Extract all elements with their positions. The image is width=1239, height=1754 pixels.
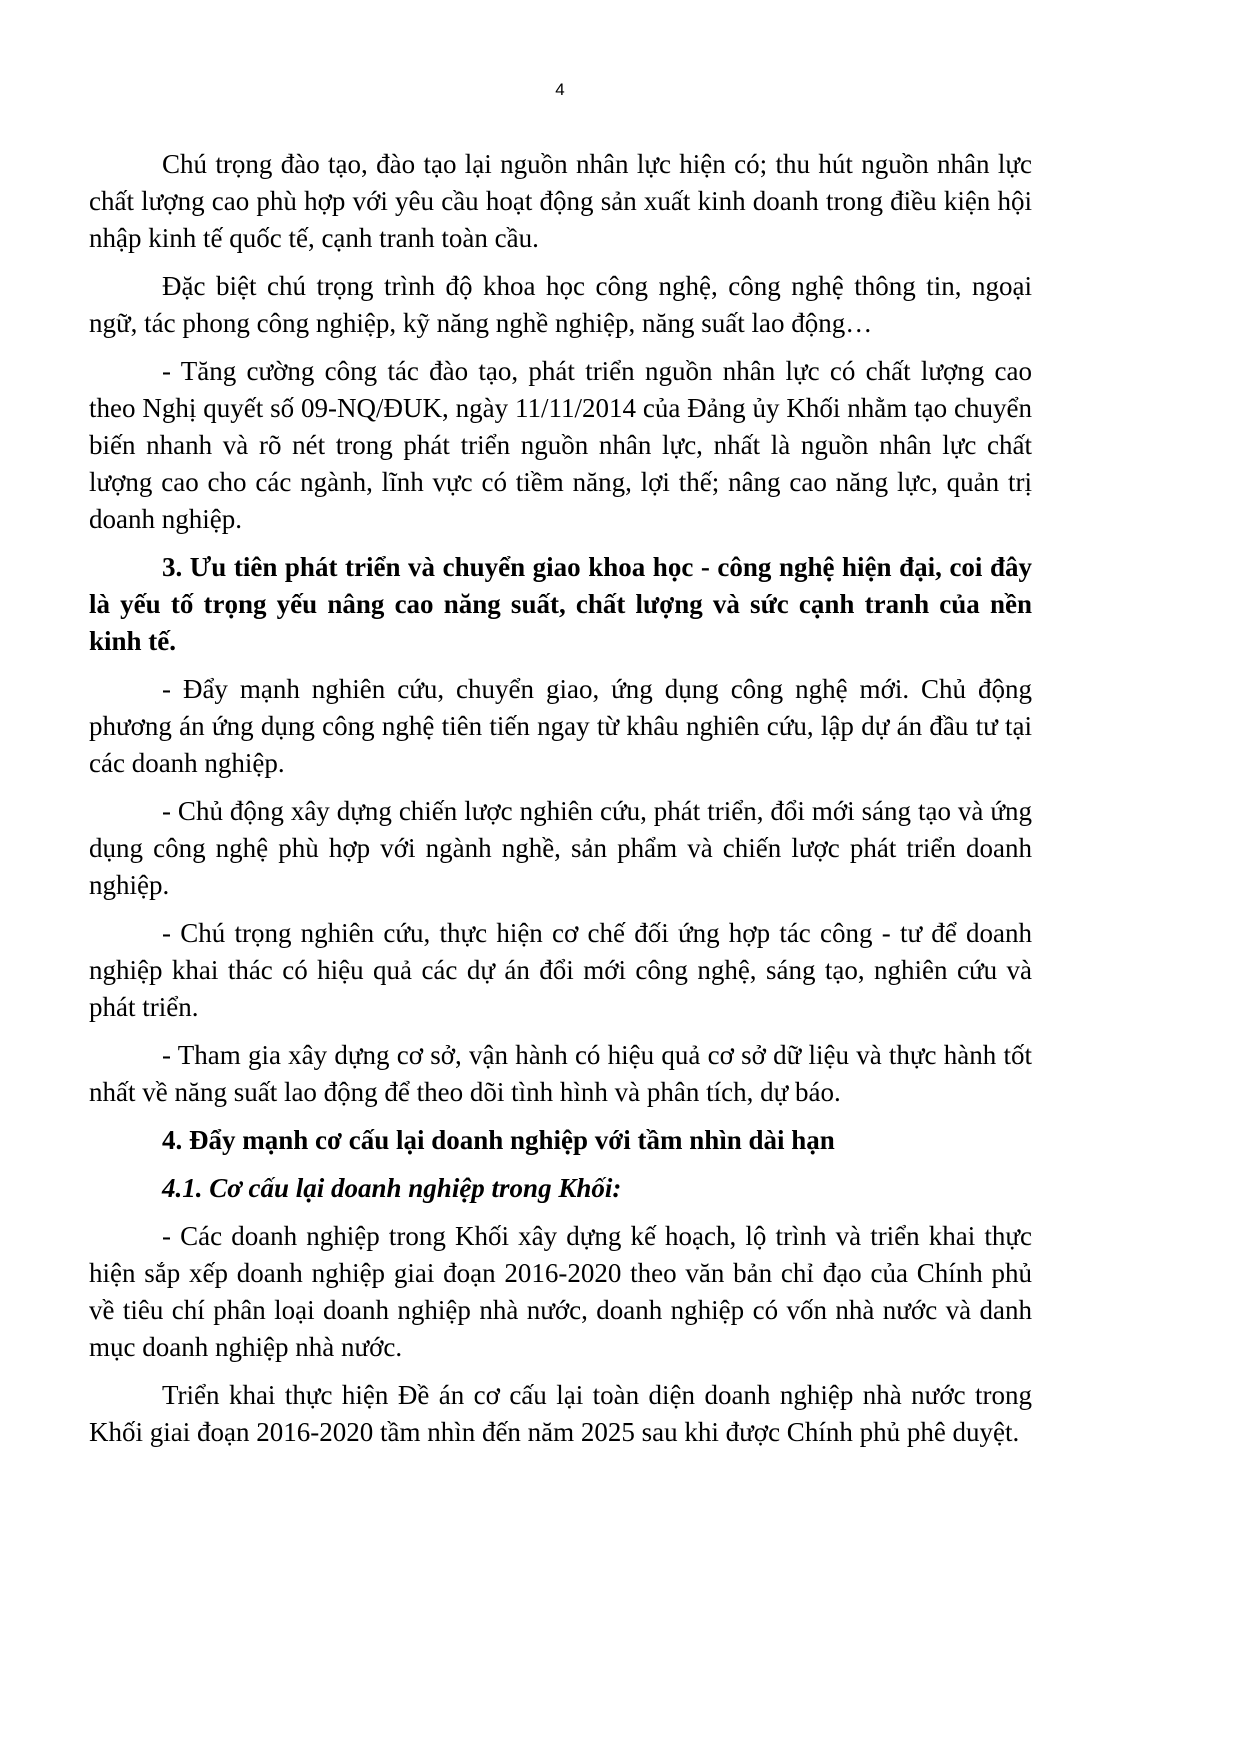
paragraph: - Tăng cường công tác đào tạo, phát triển nguồn nhân lực có chất lượng cao theo Nghị quyết số 09-NQ/ĐUK, ngày 11/11/2014 của Đảng ủy Khối nhằm tạo chuyển biến nhanh và rõ nét trong phát triển nguồn nhân lực, nhất là nguồn nhân lực chất lượng cao cho các ngành, lĩnh vực có tiềm năng, lợi thế; nâng cao năng lực, quản trị doanh nghiệp.: [89, 356, 1032, 534]
paragraph: Triển khai thực hiện Đề án cơ cấu lại toàn diện doanh nghiệp nhà nước trong Khối giai đoạn 2016-2020 tầm nhìn đến năm 2025 sau khi được Chính phủ phê duyệt.: [89, 1380, 1032, 1447]
paragraph: Chú trọng đào tạo, đào tạo lại nguồn nhân lực hiện có; thu hút nguồn nhân lực chất lượng cao phù hợp với yêu cầu hoạt động sản xuất kinh doanh trong điều kiện hội nhập kinh tế quốc tế, cạnh tranh toàn cầu.: [89, 149, 1032, 253]
paragraph: - Các doanh nghiệp trong Khối xây dựng kế hoạch, lộ trình và triển khai thực hiện sắp xếp doanh nghiệp giai đoạn 2016-2020 theo văn bản chỉ đạo của Chính phủ về tiêu chí phân loại doanh nghiệp nhà nước, doanh nghiệp có vốn nhà nước và danh mục doanh nghiệp nhà nước.: [89, 1221, 1032, 1362]
subsection-heading-4-1: 4.1. Cơ cấu lại doanh nghiệp trong Khối:: [162, 1173, 622, 1203]
section-heading-4: 4. Đẩy mạnh cơ cấu lại doanh nghiệp với tầm nhìn dài hạn: [162, 1125, 835, 1155]
paragraph: - Tham gia xây dựng cơ sở, vận hành có hiệu quả cơ sở dữ liệu và thực hành tốt nhất về năng suất lao động để theo dõi tình hình và phân tích, dự báo.: [89, 1040, 1032, 1107]
paragraph: - Đẩy mạnh nghiên cứu, chuyển giao, ứng dụng công nghệ mới. Chủ động phương án ứng dụng công nghệ tiên tiến ngay từ khâu nghiên cứu, lập dự án đầu tư tại các doanh nghiệp.: [89, 674, 1032, 778]
document-body: [89, 146, 1032, 1462]
paragraph: - Chú trọng nghiên cứu, thực hiện cơ chế đối ứng hợp tác công - tư để doanh nghiệp khai thác có hiệu quả các dự án đổi mới công nghệ, sáng tạo, nghiên cứu và phát triển.: [89, 918, 1032, 1022]
section-heading-3: 3. Ưu tiên phát triển và chuyển giao khoa học - công nghệ hiện đại, coi đây là yếu tố trọng yếu nâng cao năng suất, chất lượng và sức cạnh tranh của nền kinh tế.: [89, 552, 1032, 656]
page-number: 4: [555, 80, 565, 99]
paragraph: Đặc biệt chú trọng trình độ khoa học công nghệ, công nghệ thông tin, ngoại ngữ, tác phong công nghiệp, kỹ năng nghề nghiệp, năng suất lao động…: [89, 271, 1032, 338]
paragraph: - Chủ động xây dựng chiến lược nghiên cứu, phát triển, đổi mới sáng tạo và ứng dụng công nghệ phù hợp với ngành nghề, sản phẩm và chiến lược phát triển doanh nghiệp.: [89, 796, 1032, 900]
